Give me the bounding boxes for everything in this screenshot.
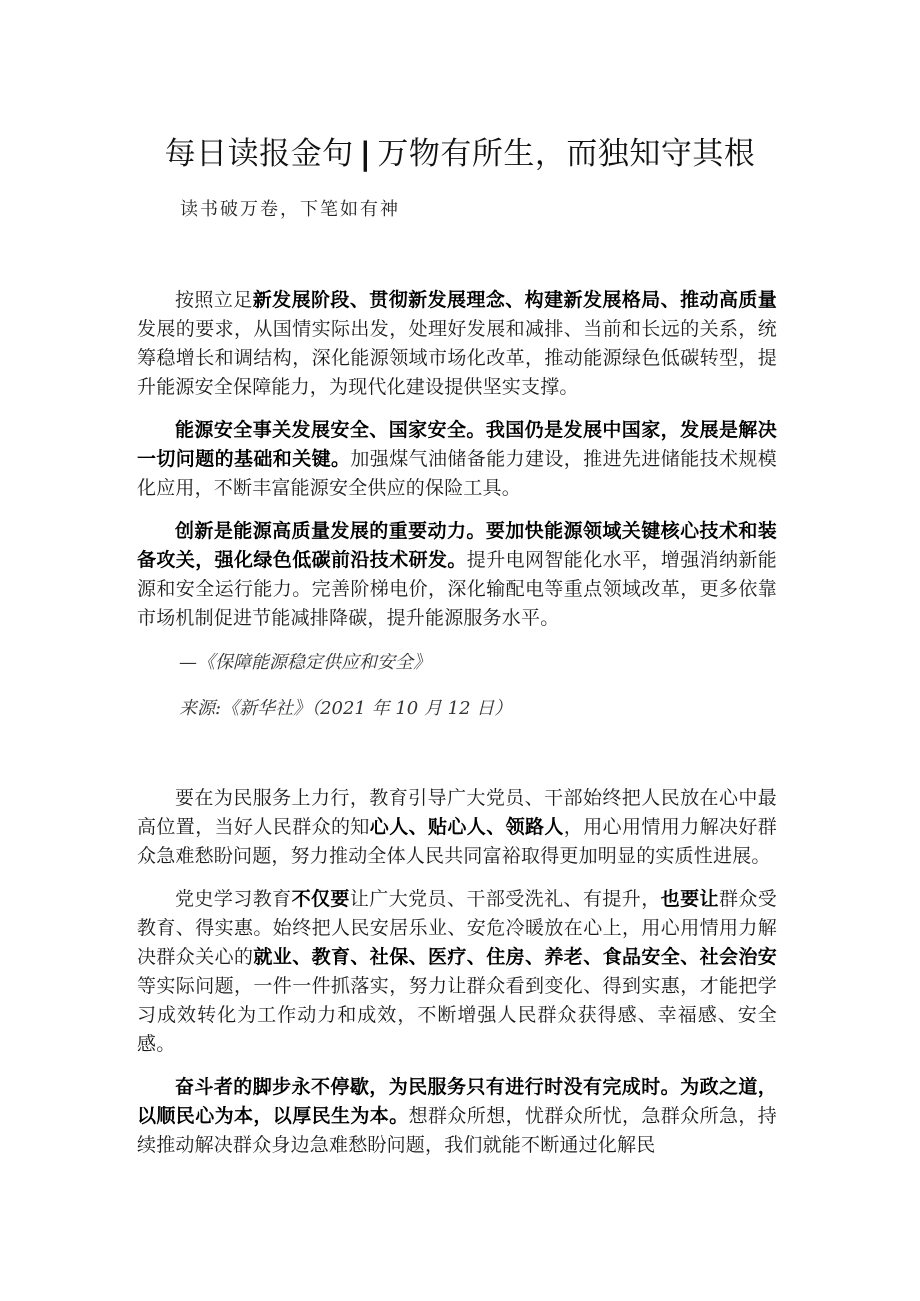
paragraph-text: 想群众所想，忧群众所忧，急群众所急，持续推动解决群众身边急难愁盼问题，我们就能不断通过化解民 (137, 1105, 777, 1156)
paragraph-text: 让广大党员、干部受洗礼、有提升， (349, 888, 661, 910)
paragraph (137, 1073, 777, 1160)
paragraph (137, 885, 777, 1059)
paragraph (137, 784, 777, 871)
paragraph-text: 群众受教育、得实惠。始终把人民安居乐业、安危冷暖放在心上，用心用情用力解决群众关心的 (137, 888, 777, 968)
paragraph-text: 提升电网智能化水平，增强消纳新能源和安全运行能力。完善阶梯电价，深化输配电等重点领域改革，更多依靠市场机制促进节能减排降碳，提升能源服务水平。 (137, 549, 777, 629)
paragraph (137, 286, 777, 402)
paragraph-text: 等实际问题，一件一件抓落实，努力让群众看到变化、得到实惠，才能把学习成效转化为工作动力和成效，不断增强人民群众获得感、幸福感、安全感。 (137, 975, 777, 1055)
article-energy-security (137, 286, 777, 723)
paragraph-text: 加强煤气油储备能力建设，推进先进储能技术规模化应用，不断丰富能源安全供应的保险工具。 (137, 448, 778, 499)
paragraph-emphasis: 奋斗者的脚步永不停歇，为民服务只有进行时没有完成时。为政之道，以顺民心为本，以厚民生为本。 (137, 1076, 777, 1127)
paragraph-emphasis: 心人、贴心人、领路人 (369, 816, 564, 838)
page-subtitle: 读书破万卷，下笔如有神 (180, 199, 400, 220)
source-line: 来源:《新华社》（2021 年 10 月 12 日） (179, 698, 513, 719)
paragraph-text: 发展的要求，从国情实际出发，处理好发展和减排、当前和长远的关系，统筹稳增长和调结构，深化能源领域市场化改革，推动能源绿色低碳转型，提升能源安全保障能力，为现代化建设提供坚实支撑。 (137, 318, 777, 398)
paragraph (137, 517, 777, 633)
paragraph-emphasis: 能源安全事关发展安全、国家安全。我国仍是发展中国家，发展是解决一切问题的基础和关键。 (137, 419, 777, 470)
paragraph-text: 按照立足 (175, 289, 253, 311)
paragraph-emphasis: 创新是能源高质量发展的重要动力。要加快能源领域关键核心技术和装备攻关，强化绿色低碳前沿技术研发。 (137, 520, 777, 571)
title-separator: | (359, 136, 372, 172)
article-serve-people (137, 784, 777, 1174)
paragraph-emphasis: 也要让 (660, 888, 719, 910)
paragraph (137, 416, 777, 503)
title-right: 万物有所生，而独知守其根 (377, 136, 756, 172)
page-title (0, 132, 920, 176)
paragraph-emphasis: 不仅要 (291, 888, 350, 910)
paragraph-emphasis: 就业、教育、社保、医疗、住房、养老、食品安全、社会治安 (253, 946, 778, 968)
citation: —《保障能源稳定供应和安全》 (179, 652, 431, 673)
paragraph-text: 要在为民服务上力行，教育引导广大党员、干部始终把人民放在心中最高位置，当好人民群众的知 (137, 787, 777, 838)
paragraph-emphasis: 新发展阶段、贯彻新发展理念、构建新发展格局、推动高质量 (252, 289, 777, 311)
paragraph-text: 党史学习教育 (175, 888, 292, 910)
paragraph-text: ，用心用情用力解决好群众急难愁盼问题，努力推动全体人民共同富裕取得更加明显的实质性进展。 (137, 816, 777, 867)
title-left: 每日读报金句 (164, 136, 354, 172)
